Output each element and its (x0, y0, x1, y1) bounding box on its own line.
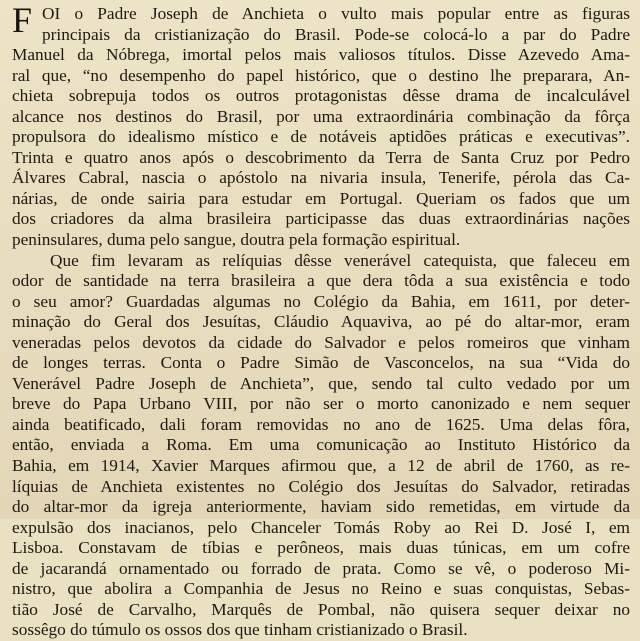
text-line: Lisboa. Constavam de tíbias e perôneos, mais duas túnicas, em um cofre (12, 538, 630, 558)
text-line: ral que, “no desempenho do papel histórico, que o destino lhe preparara, An- (12, 65, 630, 85)
text-line: o seu amor? Guardadas algumas no Colégio da Bahia, em 1611, por deter- (12, 291, 630, 311)
text-line: peninsulares, duma pelo sangue, doutra pela formação espiritual. (12, 230, 461, 250)
paragraph-1 (12, 0, 630, 251)
text-line: sossêgo do túmulo os ossos dos que tinham cristianizado o Brasil. (12, 620, 468, 640)
text-line: ainda beatificado, dali foram removidas no ano de 1625. Uma delas fôra, (12, 414, 630, 434)
text-line: veneradas pelos devotos da cidade do Salvador e pelos romeiros que vinham (12, 332, 630, 352)
text-line: alcance nos destinos do Brasil, por uma extraordinária combinação da fôrça (12, 106, 630, 126)
text-line: propulsora do idealismo místico e de notáveis aptidões práticas e executivas”. (12, 127, 630, 147)
text-line: Trinta e quatro anos após o descobrimento da Terra de Santa Cruz por Pedro (12, 147, 630, 167)
text-line: chieta sobrepuja todos os outros protagonistas dêsse drama de incalculável (12, 86, 630, 106)
text-line: de jacarandá ornamentado ou forrado de prata. Como se vê, o poderoso Mi- (12, 558, 630, 578)
text-line: líquias de Anchieta existentes no Colégio dos Jesuítas do Salvador, retiradas (12, 476, 630, 496)
text-line: de longes terras. Conta o Padre Simão de Vasconcelos, na sua “Vida do (12, 353, 630, 373)
drop-cap: F (12, 0, 33, 40)
text-line: nistro, que abolira a Companhia de Jesus no Reino e suas conquistas, Sebas- (12, 579, 630, 599)
paragraph-2 (12, 251, 630, 641)
text-line: minação do Geral dos Jesuítas, Cláudio Aquaviva, ao pé do altar-mor, eram (12, 312, 630, 332)
text-line: então, enviada a Roma. Em uma comunicação ao Instituto Histórico da (12, 435, 630, 455)
text-line: tião José de Carvalho, Marquês de Pombal, não quisera sequer deixar no (12, 599, 630, 619)
text-line: expulsão dos inacianos, pelo Chanceler Tomás Roby ao Rei D. José I, em (12, 517, 630, 537)
text-line: Que fim levaram as relíquias dêsse venerável catequista, que faleceu em (50, 250, 630, 270)
text-line: odor de santidade na terra brasileira a que dera tôda a sua existência e todo (12, 271, 630, 291)
text-line: Venerável Padre Joseph de Anchieta”, que, sendo tal culto vedado por um (12, 373, 630, 393)
text-line: principais da cristianização do Brasil. Pode-se colocá-lo a par do Padre (42, 24, 630, 44)
text-line: do altar-mor da igreja anteriormente, haviam sido remetidas, em virtude da (12, 497, 630, 517)
text-line: nárias, de onde sairia para estudar em Portugal. Queriam os fados que um (12, 188, 630, 208)
text-line: dos criadores da alma brasileira participasse das duas extraordinárias nações (12, 209, 630, 229)
text-line: OI o Padre Joseph de Anchieta o vulto mais popular entre as figuras (42, 4, 630, 23)
text-line: Álvares Cabral, nascia o apóstolo na nivaria insula, Tenerife, pérola das Ca- (12, 168, 630, 188)
text-line: breve do Papa Urbano VIII, por não ser o morto canonizado e nem sequer (12, 394, 630, 414)
text-line: Bahia, em 1914, Xavier Marques afirmou que, a 12 de abril de 1760, as re- (12, 456, 630, 476)
text-line: Manuel da Nóbrega, imortal pelos mais valiosos títulos. Disse Azevedo Ama- (12, 45, 630, 65)
